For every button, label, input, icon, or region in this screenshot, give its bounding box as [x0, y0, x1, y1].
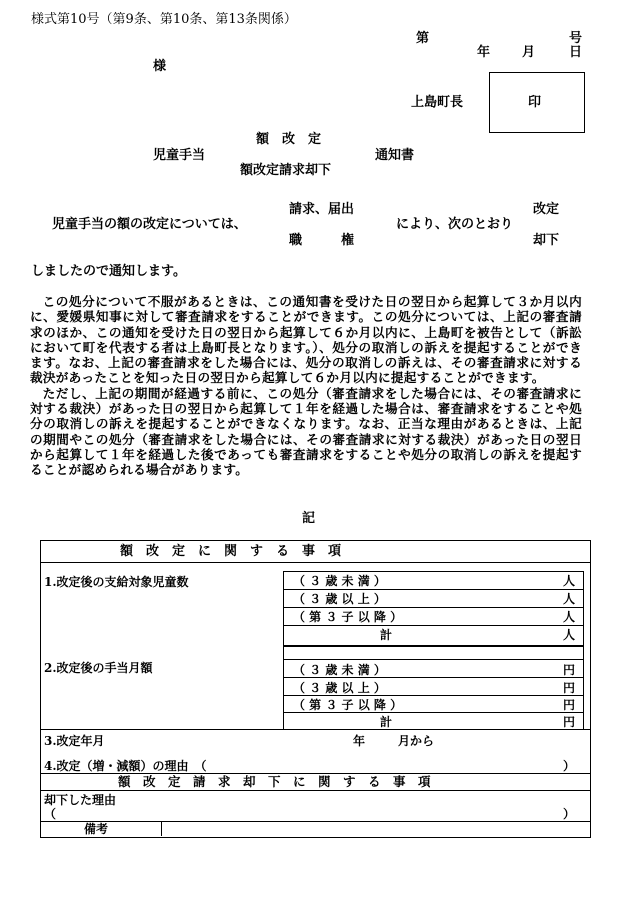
intro-lead: 児童手当の額の改定については、 — [52, 217, 247, 232]
intro-middle: により、次のとおり — [396, 217, 514, 232]
date-day: 日 — [569, 45, 583, 60]
item2-row-label: （ 第 ３ 子 以 降 ） — [293, 698, 403, 712]
appeal-paragraph-2: ただし、上記の期間が経過する前に、この処分（審査請求をした場合には、その審査請求に対する裁決）があった日の翌日から起算して１年を経過した場合は、審査請求をすることや処分の取消しの訴えを提起することができなくなります。なお、正当な理由があるときは、上記の期間やこの処分（審査請求をした場合には、その審査請求に対する裁決）があった日の翌日から起算して１年を経過した後であっても審査請求をすることや処分の取消しの訴えを提起することが認められる場合があります。 — [30, 385, 582, 478]
ki-heading: 記 — [302, 511, 316, 526]
section2-header: 額 改 定 請 求 却 下 に 関 す る 事 項 — [118, 774, 431, 789]
item3-year: 年 — [353, 734, 366, 748]
item1-row-label: （ ３ 歳 未 満 ） — [293, 574, 386, 588]
title-prefix: 児童手当 — [153, 148, 206, 163]
item1-row-label: （ ３ 歳 以 上 ） — [293, 592, 386, 606]
intro-action-top: 改定 — [533, 202, 560, 217]
item2-row-unit: 円 — [563, 698, 576, 712]
form-title: 様式第10号（第9条、第10条、第13条関係） — [31, 12, 297, 27]
title-suffix: 通知書 — [375, 148, 415, 163]
title-option-top: 額 改 定 — [256, 132, 322, 147]
reject-label: 却下した理由 — [44, 793, 117, 807]
item1-row-unit: 人 — [563, 574, 576, 588]
divider — [283, 712, 583, 713]
divider — [283, 625, 583, 626]
addressee-suffix: 様 — [153, 59, 167, 74]
divider — [40, 790, 590, 791]
appeal-notice — [30, 294, 582, 478]
item2-label: 2.改定後の手当月額 — [44, 661, 153, 675]
item2-total-label: 計 — [380, 715, 393, 729]
divider — [283, 607, 583, 608]
item4-label: 4.改定（増・減額）の理由 （ — [44, 759, 207, 773]
item2-total-unit: 円 — [563, 715, 576, 729]
item1-row-label: （ 第 ３ 子 以 降 ） — [293, 610, 403, 624]
divider — [40, 821, 590, 822]
item2-row-label: （ ３ 歳 未 満 ） — [293, 663, 386, 677]
intro-reason-bottom: 職 権 — [289, 233, 355, 248]
item1-row-unit: 人 — [563, 592, 576, 606]
item2-row-unit: 円 — [563, 663, 576, 677]
item1-total-label: 計 — [380, 628, 393, 642]
appeal-paragraph-1: この処分について不服があるときは、この通知書を受けた日の翌日から起算して３か月以内に、愛媛県知事に対して審査請求をすることができます。この処分については、上記の審査請求のほか、この通知を受けた日の翌日から起算して６か月以内に、上島町を被告として（訴訟において町を代表する者は上島町長となります。）、処分の取消しの訴えを提起することができます。なお、上記の審査請求をした場合には、処分の取消しの訴えは、その審査請求に対する裁決があったことを知った日の翌日から起算して６か月以内に提起することができます。 — [30, 294, 582, 386]
item1-row-unit: 人 — [563, 610, 576, 624]
divider — [283, 695, 583, 696]
reject-open: （ — [44, 807, 57, 821]
divider — [40, 729, 590, 730]
intro-closing: しましたので通知します。 — [31, 264, 186, 279]
date-month: 月 — [522, 45, 536, 60]
divider — [283, 659, 583, 660]
item3-label: 3.改定年月 — [44, 734, 105, 748]
divider — [283, 677, 583, 678]
item4-close: ） — [563, 759, 576, 773]
intro-action-bottom: 却下 — [533, 233, 560, 248]
section1-header: 額 改 定 に 関 す る 事 項 — [120, 544, 342, 559]
number-suffix: 号 — [569, 31, 583, 46]
date-year: 年 — [477, 45, 491, 60]
item1-total-unit: 人 — [563, 628, 576, 642]
item2-row-label: （ ３ 歳 以 上 ） — [293, 681, 386, 695]
seal-mark: 印 — [528, 95, 542, 110]
number-prefix: 第 — [416, 31, 430, 46]
issuer-name: 上島町長 — [411, 95, 464, 110]
intro-reason-top: 請求、届出 — [289, 202, 355, 217]
title-option-bottom: 額改定請求却下 — [240, 163, 332, 178]
item1-label: 1.改定後の支給対象児童数 — [44, 575, 189, 589]
divider — [161, 821, 162, 836]
reject-close: ） — [563, 807, 576, 821]
item2-row-unit: 円 — [563, 681, 576, 695]
divider — [40, 562, 590, 563]
item3-month: 月から — [398, 734, 435, 748]
remarks-label: 備考 — [84, 822, 109, 836]
divider — [283, 589, 583, 590]
